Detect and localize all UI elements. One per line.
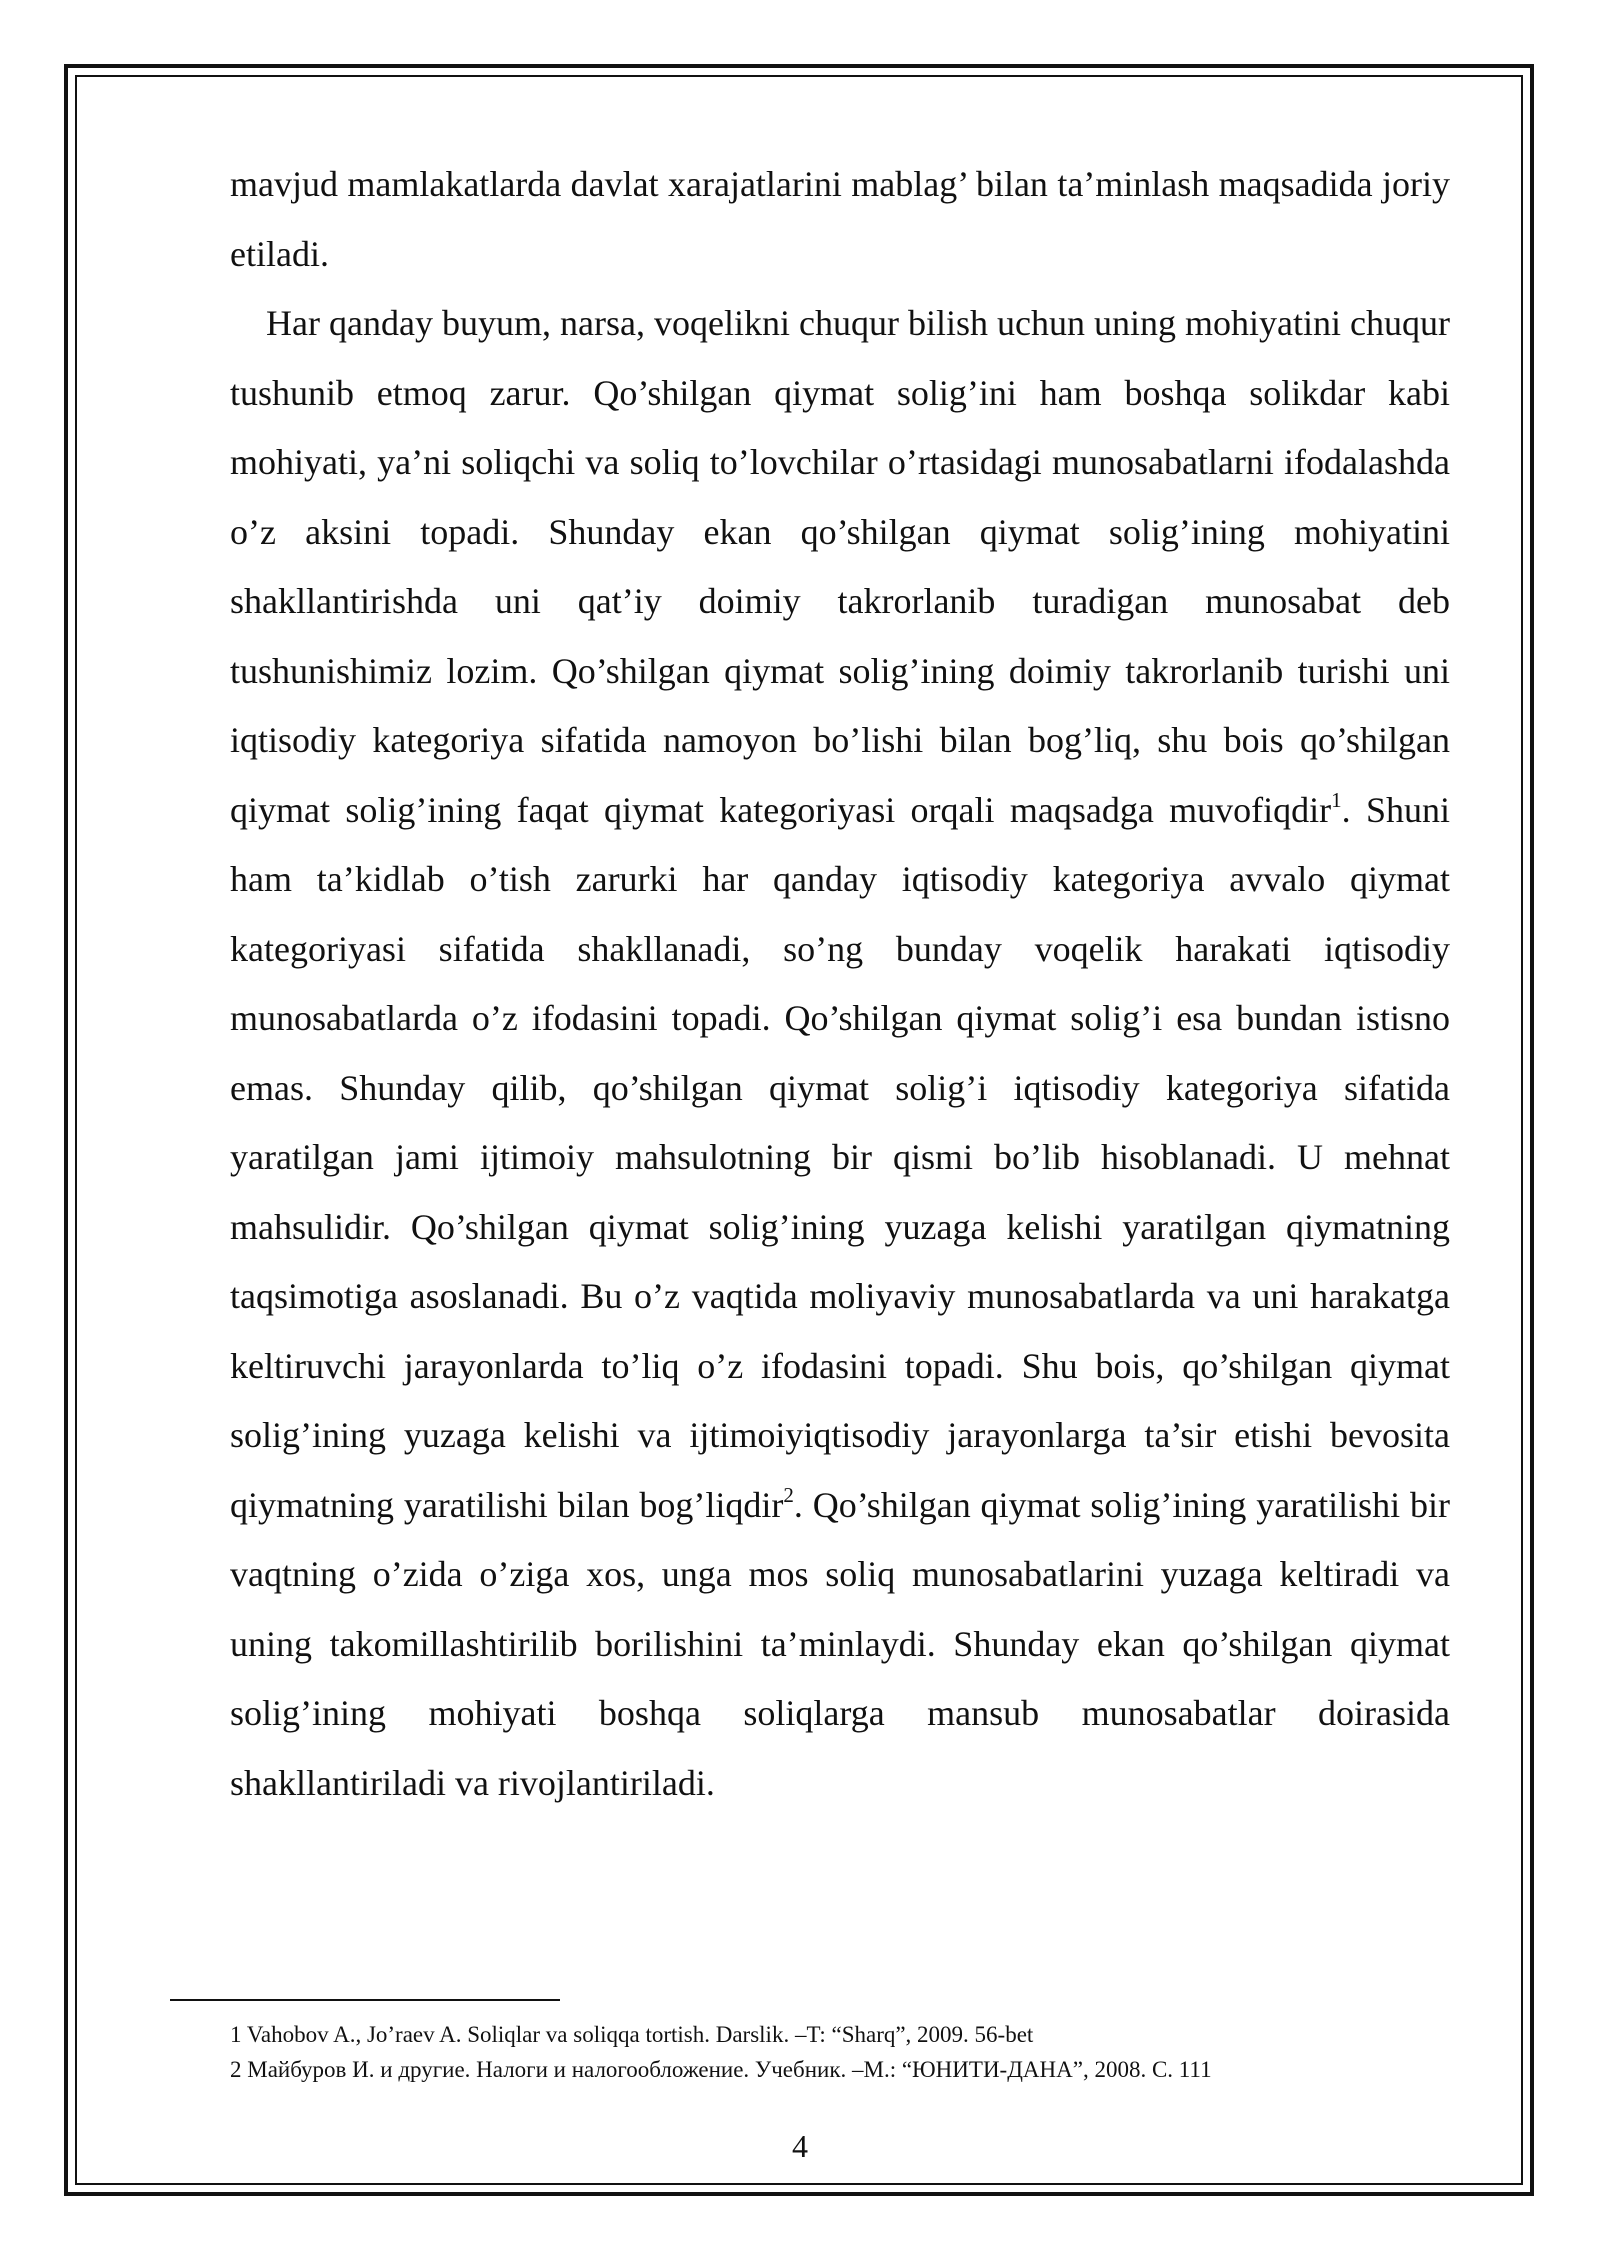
paragraph-main-part-2: . Shuni ham ta’kidlab o’tish zarurki har qanday iqtisodiy kategoriya avvalo qiymat kategoriyasi sifatida shakllanadi, so’ng bunday voqelik harakati iqtisodiy munosabatlarda o’z ifodasini topadi. Qo’shilgan qiymat solig’i esa bundan istisno emas. Shunday qilib, qo’shilgan qiymat solig’i iqtisodiy kategoriya sifatida yaratilgan jami ijtimoiy mahsulotning bir qismi bo’lib hisoblanadi. U mehnat mahsulidir. Qo’shilgan qiymat solig’ining yuzaga kelishi yaratilgan qiymatning taqsimotiga asoslanadi. Bu o’z vaqtida moliyaviy munosabatlarda va uni harakatga keltiruvchi jarayonlarda to’liq o’z ifodasini topadi. Shu bois, qo’shilgan qiymat solig’ining yuzaga kelishi va ijtimoiyiqtisodiy jarayonlarga ta’sir etishi bevosita qiymatning yaratilishi bilan bog’liqdir — [230, 789, 1451, 1525]
footnote-reference-2[interactable]: 2 — [783, 1482, 794, 1507]
paragraph-main-part-3: . Qo’shilgan qiymat solig’ining yaratilishi bir vaqtning o’zida o’ziga xos, unga mos soliq munosabatlarini yuzaga keltiradi va uning takomillashtirilib borilishini ta’minlaydi. Shunday ekan qo’shilgan qiymat solig’ining mohiyati boshqa soliqlarga mansub munosabatlar doirasida shakllantiriladi va rivojlantiriladi. — [230, 1484, 1450, 1803]
footnote-1: 1 Vahobov A., Jo’raev A. Soliqlar va soliqqa tortish. Darslik. –T: “Sharq”, 2009. 56-bet — [230, 2022, 1034, 2047]
footnote-2: 2 Майбуров И. и другие. Налоги и налогообложение. Учебник. –М.: “ЮНИТИ-ДАНА”, 2008. С. 111 — [230, 2057, 1212, 2082]
paragraph-main-part-1: Har qanday buyum, narsa, voqelikni chuqur bilish uchun uning mohiyatini chuqur tushunib etmoq zarur. Qo’shilgan qiymat solig’ini ham boshqa solikdar kabi mohiyati, ya’ni soliqchi va soliq to’lovchilar o’rtasidagi munosabatlarni ifodalashda o’z aksini topadi. Shunday ekan qo’shilgan qiymat solig’ining mohiyatini shakllantirishda uni qat’iy doimiy takrorlanib turadigan munosabat deb tushunishimiz lozim. Qo’shilgan qiymat solig’ining doimiy takrorlanib turishi uni iqtisodiy kategoriya sifatida namoyon bo’lishi bilan bog’liq, shu bois qo’shilgan qiymat solig’ining faqat qiymat kategoriyasi orqali maqsadga muvofiqdir — [230, 303, 1450, 830]
footnotes — [230, 2017, 1450, 2087]
paragraph-main — [230, 289, 1450, 1818]
page-number: 4 — [792, 2128, 808, 2164]
body-text — [230, 150, 1450, 1818]
paragraph-continued: mavjud mamlakatlarda davlat xarajatlarini mablag’ bilan ta’minlash maqsadida joriy etiladi. — [230, 164, 1450, 274]
footnote-reference-1[interactable]: 1 — [1331, 787, 1342, 812]
footnote-separator — [170, 1999, 560, 2001]
